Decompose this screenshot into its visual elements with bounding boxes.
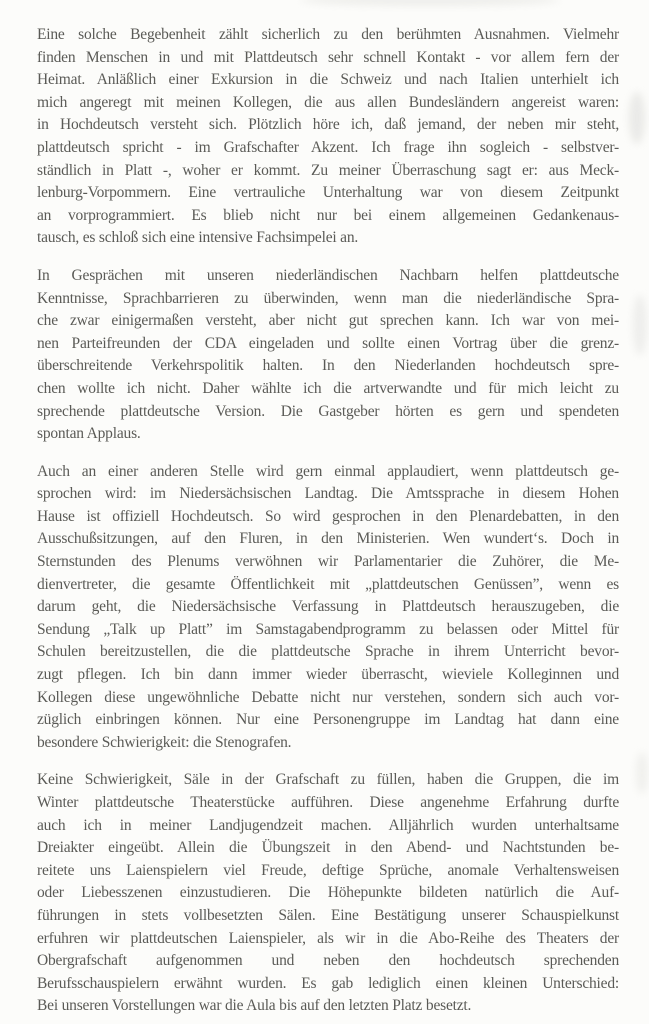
paragraph xyxy=(37,265,619,446)
text-line: Kollegen diese ungewöhnliche Debatte nicht nur verstehen, sondern sich auch vor- xyxy=(37,688,619,706)
text-line: an vorprogrammiert. Es blieb nicht nur bei einem allgemeinen Gedankenaus- xyxy=(37,206,619,224)
text-line: Bei unseren Vorstellungen war die Aula bis auf den letzten Platz besetzt. xyxy=(37,997,472,1015)
text-line: erfuhren wir plattdeutschen Laienspieler, als wir in die Abo-Reihe des Theaters der xyxy=(37,929,619,947)
text-line: plattdeutsch spricht - im Grafschafter Akzent. Ich frage ihn sogleich - selbstver- xyxy=(37,138,619,156)
text-line: Kenntnisse, Sprachbarrieren zu überwinden, wenn man die niederländische Spra- xyxy=(37,289,619,307)
text-line: Hause ist offiziell Hochdeutsch. So wird gesprochen in den Plenardebatten, in den xyxy=(37,507,619,525)
text-line: auch ich in meiner Landjugendzeit machen. Alljährlich wurden unterhaltsame xyxy=(37,816,619,834)
text-line: überschreitende Verkehrspolitik halten. In den Niederlanden hochdeutsch spre- xyxy=(37,357,619,375)
text-line: reitete uns Laienspielern viel Freude, deftige Sprüche, anomale Verhaltensweisen xyxy=(37,861,619,879)
text-line: Sendung „Talk up Platt” im Samstagabendprogramm zu belassen oder Mittel für xyxy=(37,620,619,638)
paragraph xyxy=(37,461,619,755)
text-line: darum geht, die Niedersächsische Verfassung in Plattdeutsch herauszugeben, die xyxy=(37,598,619,616)
text-line: zugt pflegen. Ich bin dann immer wieder überrascht, wieviele Kolleginnen und xyxy=(37,666,619,684)
text-block xyxy=(37,24,619,1018)
text-line: oder Liebesszenen einzustudieren. Die Höhepunkte bildeten natürlich die Auf- xyxy=(37,884,619,902)
text-line: In Gesprächen mit unseren niederländischen Nachbarn helfen plattdeutsche xyxy=(37,266,619,284)
paragraph xyxy=(37,769,619,1018)
text-line: nen Parteifreunden der CDA eingeladen und sollte einen Vortrag über die grenz- xyxy=(37,334,619,352)
scan-artifact xyxy=(300,0,560,6)
text-line: lenburg-Vorpommern. Eine vertrauliche Unterhaltung war von diesem Zeitpunkt xyxy=(37,184,619,202)
text-line: chen wollte ich nicht. Daher wählte ich die artverwandte und für mich leicht zu xyxy=(37,379,619,397)
text-line: Obergrafschaft aufgenommen und neben den hochdeutsch sprechenden xyxy=(37,952,619,970)
text-line: sprechende plattdeutsche Version. Die Gastgeber hörten es gern und spendeten xyxy=(37,402,619,420)
text-line: züglich einbringen können. Nur eine Personengruppe im Landtag hat dann eine xyxy=(37,711,619,729)
text-line: mich angeregt mit meinen Kollegen, die aus allen Bundesländern angereist waren: xyxy=(37,93,619,111)
text-line: Eine solche Begebenheit zählt sicherlich zu den berühmten Ausnahmen. Vielmehr xyxy=(37,26,619,43)
text-line: Winter plattdeutsche Theaterstücke aufführen. Diese angenehme Erfahrung durfte xyxy=(37,794,619,811)
scan-artifact xyxy=(636,752,648,794)
text-line: tausch, es schloß sich eine intensive Fachsimpelei an. xyxy=(37,229,359,247)
text-line: Keine Schwierigkeit, Säle in der Grafschaft zu füllen, haben die Gruppen, die im xyxy=(37,771,619,789)
paragraph xyxy=(37,24,619,250)
text-line: Auch an einer anderen Stelle wird gern einmal applaudiert, wenn plattdeutsch ge- xyxy=(37,462,619,480)
scan-artifact xyxy=(629,92,645,144)
scan-artifact xyxy=(633,295,647,355)
text-line: Dreiakter eingeübt. Allein die Übungszeit in den Abend- und Nachtstunden be- xyxy=(37,839,619,857)
text-line: in Hochdeutsch versteht sich. Plötzlich höre ich, daß jemand, der neben mir steht, xyxy=(37,116,619,134)
text-line: Ausschußsitzungen, auf den Fluren, in den Ministerien. Wen wundert‘s. Doch in xyxy=(37,530,619,548)
text-line: führungen in stets vollbesetzten Sälen. Eine Bestätigung unserer Schauspielkunst xyxy=(37,906,619,924)
text-line: ständlich in Platt -, woher er kommt. Zu meiner Überraschung sagt er: aus Meck- xyxy=(37,161,619,179)
text-line: finden Menschen in und mit Plattdeutsch sehr schnell Kontakt - vor allem fern der xyxy=(37,48,619,66)
text-line: sprochen wird: im Niedersächsischen Landtag. Die Amtssprache in diesem Hohen xyxy=(37,485,619,503)
text-line: besondere Schwierigkeit: die Stenografen. xyxy=(37,733,292,751)
text-line: Heimat. Anläßlich einer Exkursion in die Schweiz und nach Italien unterhielt ich xyxy=(37,71,619,89)
text-line: Schulen bereitzustellen, die die plattdeutsche Sprache in ihrem Unterricht bevor- xyxy=(37,643,619,661)
text-line: Sternstunden des Plenums verwöhnen wir Parlamentarier die Zuhörer, die Me- xyxy=(37,553,619,571)
text-line: spontan Applaus. xyxy=(37,425,141,443)
text-line: dienvertreter, die gesamte Öffentlichkeit mit „plattdeutschen Genüssen”, wenn es xyxy=(37,575,619,593)
text-line: Berufsschauspielern erwähnt wurden. Es gab lediglich einen kleinen Unterschied: xyxy=(37,974,619,992)
text-line: che zwar einigermaßen versteht, aber nicht gut sprechen kann. Ich war von mei- xyxy=(37,312,619,330)
